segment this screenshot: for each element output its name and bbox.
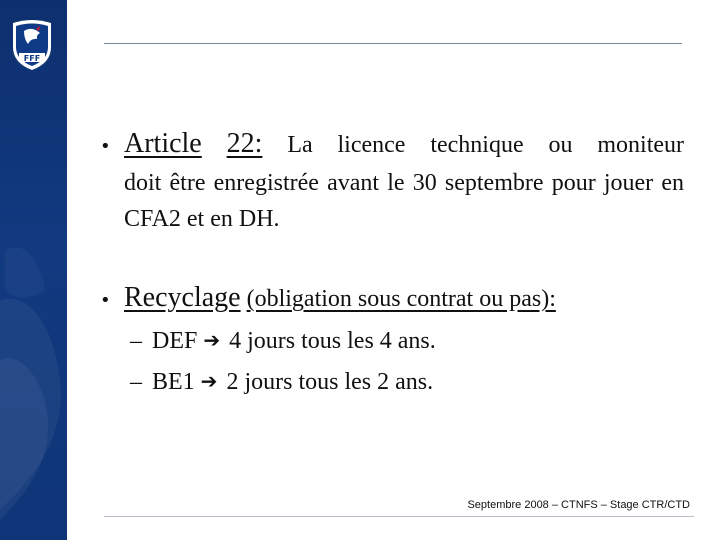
dash: – [130,328,142,354]
arrow-right-icon: ➔ [200,369,218,393]
logo-text: FFF [23,54,41,63]
article-heading: Article [124,128,202,159]
diploma-label: DEF [152,328,198,354]
fff-logo [10,17,54,71]
sidebar-band [0,0,67,540]
fff-rooster-logo-icon [10,17,54,71]
recyclage-line [124,280,556,317]
duration-text: 4 jours tous les 4 ans. [229,328,436,354]
article-text-continued: doit être enregistrée avant le 30 septembre pour jouer en CFA2 et en DH. [124,170,684,232]
duration-text: 2 jours tous les 2 ans. [226,369,434,395]
dash: – [130,369,142,395]
bullet-first-line [124,126,684,163]
bullet-article-22 [100,126,684,237]
top-divider [104,43,682,44]
bottom-divider [104,516,694,517]
recyclage-heading: Recyclage [124,282,241,313]
diploma-label: BE1 [152,369,195,395]
article-number: 22: [226,128,263,159]
bullet-dot: • [100,290,111,311]
recyclage-sub-list [130,321,684,403]
bullet-dot: • [100,136,111,157]
arrow-right-icon: ➔ [203,328,221,352]
rooster-watermark [0,0,67,540]
list-item [130,321,684,362]
recyclage-subheading: (obligation sous contrat ou pas): [246,286,556,312]
article-text-line1: La licence technique ou moniteur [287,132,685,158]
list-item [130,362,684,403]
footer-text: Septembre 2008 – CTNFS – Stage CTR/CTD [467,499,690,511]
bullet-recyclage [100,280,684,403]
